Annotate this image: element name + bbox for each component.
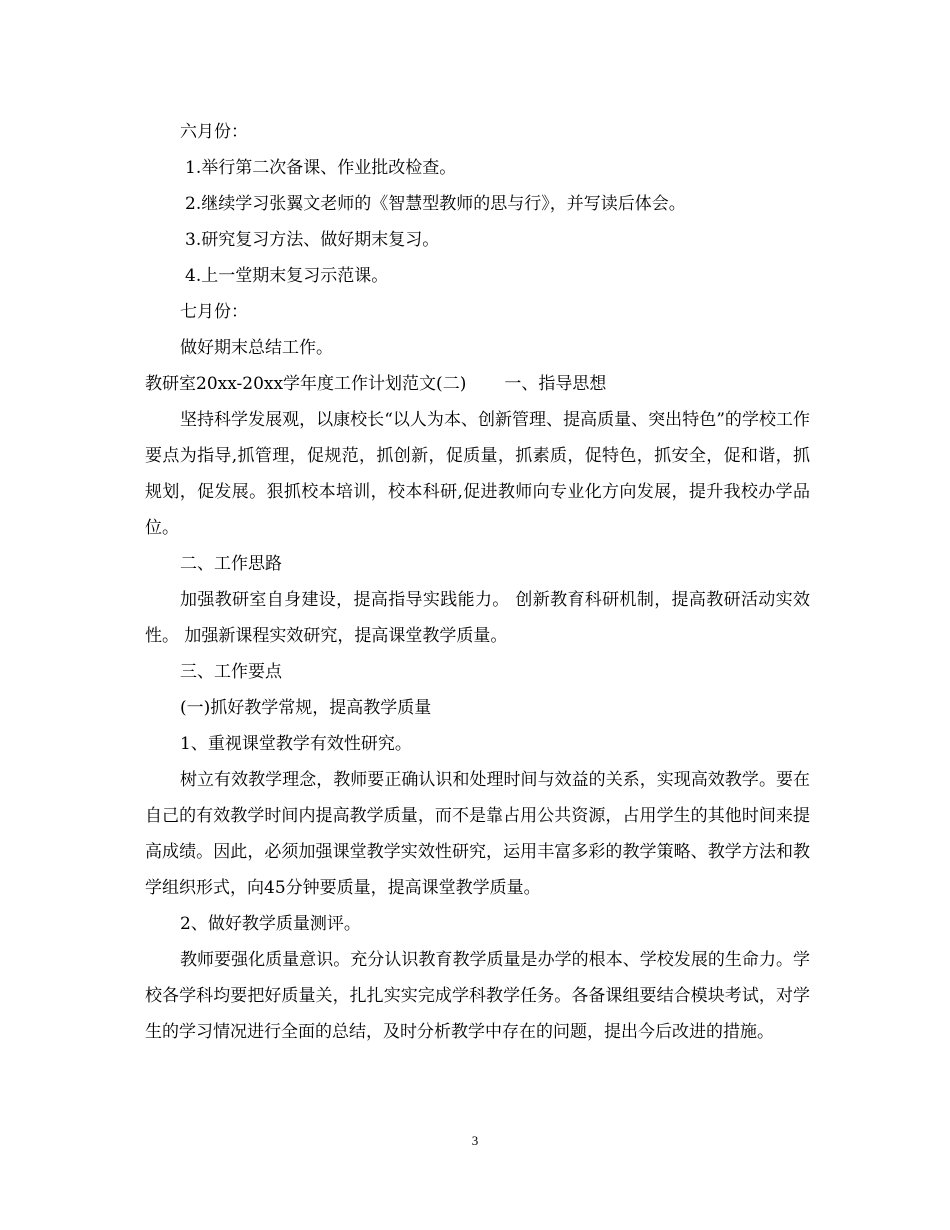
- section1-paragraph: 坚持科学发展观，以康校长“以人为本、创新管理、提高质量、突出特色”的学校工作要点为指导,抓管理，促规范，抓创新，促质量，抓素质，促特色，抓安全，促和谐，抓规划，促发展。狠抓校本培训，校本科研,促进教师向专业化方向发展，提升我校办学品位。: [145, 410, 810, 538]
- section2-heading: 二、工作思路: [180, 554, 282, 574]
- document-body: [145, 114, 810, 1050]
- article-title-line: [145, 366, 810, 402]
- point1-heading: 1、重视课堂教学有效性研究。: [180, 734, 412, 754]
- june-item-3: 3.研究复习方法、做好期末复习。: [185, 230, 440, 250]
- june-item-2: 2.继续学习张翼文老师的《智慧型教师的思与行》，并写读后体会。: [185, 194, 686, 214]
- subsection1-heading: (一)抓好教学常规，提高教学质量: [180, 698, 432, 718]
- section3-heading: 三、工作要点: [180, 662, 282, 682]
- section2-paragraph: 加强教研室自身建设，提高指导实践能力。 创新教育科研机制，提高教研活动实效性。 加强新课程实效研究，提高课堂教学质量。: [145, 590, 810, 646]
- article-title: 教研室20xx-20xx学年度工作计划范文(二): [145, 374, 467, 394]
- section1-heading: 一、指导思想: [504, 374, 607, 394]
- point2-heading: 2、做好教学质量测评。: [180, 914, 361, 934]
- point2-paragraph: 教师要强化质量意识。充分认识教育教学质量是办学的根本、学校发展的生命力。学校各学科均要把好质量关，扎扎实实完成学科教学任务。各备课组要结合模块考试，对学生的学习情况进行全面的总结，及时分析教学中存在的问题，提出今后改进的措施。: [145, 950, 810, 1042]
- point1-paragraph: 树立有效教学理念，教师要正确认识和处理时间与效益的关系，实现高效教学。要在自己的有效教学时间内提高教学质量，而不是靠占用公共资源，占用学生的其他时间来提高成绩。因此，必须加强课堂教学实效性研究，运用丰富多彩的教学策略、教学方法和教学组织形式，向45分钟要质量，提高课堂教学质量。: [145, 770, 810, 898]
- june-heading: 六月份：: [180, 122, 248, 142]
- july-text: 做好期末总结工作。: [180, 338, 333, 358]
- june-item-1: 1.举行第二次备课、作业批改检查。: [185, 158, 457, 178]
- page-number: 3: [471, 1133, 479, 1148]
- june-item-4: 4.上一堂期末复习示范课。: [185, 266, 389, 286]
- july-heading: 七月份：: [180, 302, 248, 322]
